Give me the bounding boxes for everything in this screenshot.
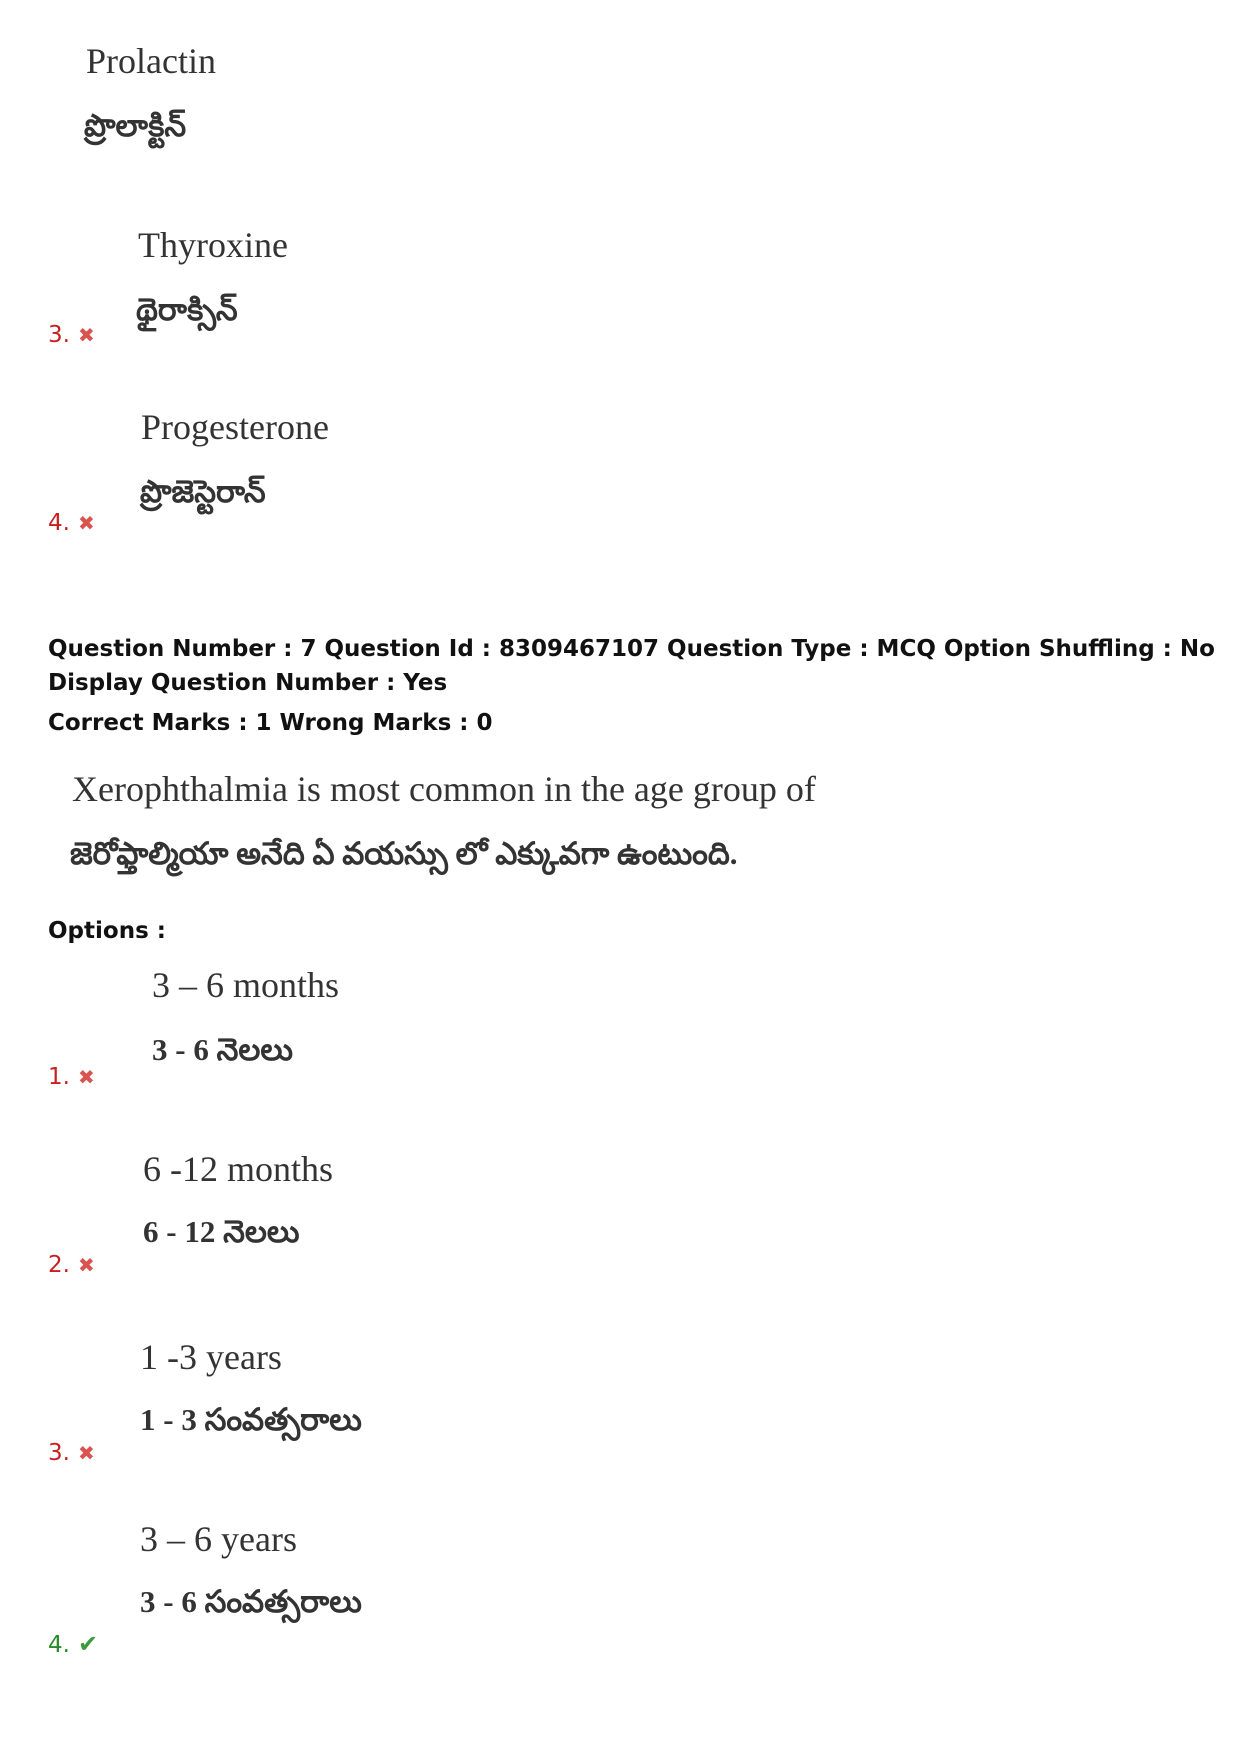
prev-option-2-telugu: ప్రొలాక్టిన్	[84, 108, 187, 143]
option-4-english: 3 – 6 years	[140, 1519, 297, 1559]
option-1-english: 3 – 6 months	[152, 965, 340, 1005]
cross-icon: ✖	[77, 511, 95, 535]
question-text-english: Xerophthalmia is most common in the age group of	[72, 769, 816, 809]
option-3-number	[48, 1440, 95, 1466]
option-1-telugu: 3 - 6 నెలలు	[152, 1032, 294, 1067]
option-3-english: 1 -3 years	[140, 1337, 282, 1377]
prev-option-4-telugu: ప్రొజెస్టెరాన్	[140, 474, 266, 509]
option-1-number	[48, 1064, 95, 1090]
prev-option-4-english: Progesterone	[141, 407, 329, 447]
option-number: 2.	[48, 1252, 70, 1278]
option-4-number	[48, 1630, 98, 1658]
option-number: 3.	[48, 322, 70, 348]
option-4-telugu: 3 - 6 సంవత్సరాలు	[140, 1584, 362, 1619]
question-meta-line-2: Display Question Number : Yes	[48, 670, 448, 696]
cross-icon: ✖	[77, 1441, 95, 1465]
option-number: 4.	[48, 1632, 70, 1658]
option-number: 3.	[48, 1440, 70, 1466]
question-meta-line-1: Question Number : 7 Question Id : 8309467107 Question Type : MCQ Option Shuffling : No	[48, 636, 1215, 662]
options-label: Options :	[48, 918, 166, 944]
prev-option-3-telugu: థైరాక్సిన్	[136, 292, 238, 327]
option-number: 1.	[48, 1064, 70, 1090]
option-3-telugu: 1 - 3 సంవత్సరాలు	[140, 1402, 362, 1437]
prev-option-3-number	[48, 322, 95, 348]
cross-icon: ✖	[77, 1253, 95, 1277]
option-2-number	[48, 1252, 95, 1278]
prev-option-4-number	[48, 510, 95, 536]
option-number: 4.	[48, 510, 70, 536]
question-text-telugu: జెరోఫ్తాల్మియా అనేది ఏ వయస్సు లో ఎక్కువగా ఉంటుంది.	[70, 836, 738, 871]
question-meta-line-3: Correct Marks : 1 Wrong Marks : 0	[48, 710, 493, 736]
prev-option-2-english: Prolactin	[86, 41, 216, 81]
option-2-english: 6 -12 months	[143, 1149, 334, 1189]
cross-icon: ✖	[77, 323, 95, 347]
check-icon: ✔	[77, 1630, 99, 1658]
prev-option-3-english: Thyroxine	[138, 225, 288, 265]
option-2-telugu: 6 - 12 నెలలు	[143, 1214, 300, 1249]
cross-icon: ✖	[77, 1065, 95, 1089]
